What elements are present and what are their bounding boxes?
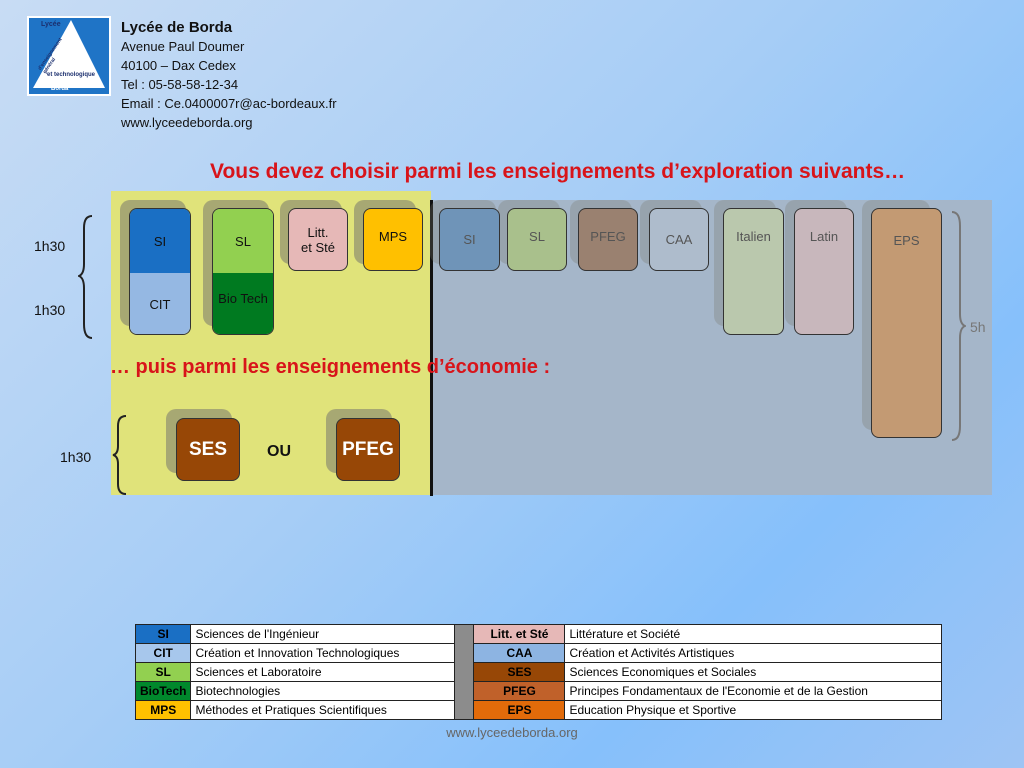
footer-url: www.lyceedeborda.org <box>446 725 578 740</box>
legend-label: Principes Fondamentaux de l'Economie et de la Gestion <box>565 682 942 701</box>
school-info <box>121 18 337 132</box>
option-biotech: Bio Tech <box>213 273 273 335</box>
school-logo <box>27 16 111 96</box>
legend-code: MPS <box>136 701 191 720</box>
other-option-si[interactable]: SI <box>439 208 500 271</box>
option-sl: SL <box>213 209 273 273</box>
bracket-icon <box>78 214 96 344</box>
other-option-pfeg[interactable]: PFEG <box>578 208 638 271</box>
legend-code: PFEG <box>474 682 565 701</box>
option-si: SI <box>130 209 190 273</box>
legend-label: Création et Innovation Technologiques <box>191 644 455 663</box>
other-option-eps[interactable]: EPS <box>871 208 942 438</box>
bracket-right-icon <box>950 210 966 442</box>
legend-label: Biotechnologies <box>191 682 455 701</box>
school-address: Avenue Paul Doumer <box>121 39 245 54</box>
school-tel: Tel : 05-58-58-12-34 <box>121 77 239 92</box>
other-option-caa[interactable]: CAA <box>649 208 709 271</box>
exploration-title: Vous devez choisir parmi les enseignements d’exploration suivants… <box>210 160 906 183</box>
ou-label: OU <box>267 443 291 460</box>
hours-label-eps: 5h <box>970 319 986 335</box>
legend-label: Sciences Economiques et Sociales <box>565 663 942 682</box>
legend-separator <box>455 625 474 720</box>
other-option-italien[interactable]: Italien <box>723 208 784 335</box>
legend-row <box>136 701 942 720</box>
legend-code: SL <box>136 663 191 682</box>
hours-label-economie: 1h30 <box>60 449 92 465</box>
logo-text-3: et technologique <box>47 72 95 78</box>
legend-row <box>136 682 942 701</box>
legend-code: CIT <box>136 644 191 663</box>
option-pfeg[interactable]: PFEG <box>336 418 400 481</box>
legend-row <box>136 625 942 644</box>
legend-code: SI <box>136 625 191 644</box>
other-option-latin[interactable]: Latin <box>794 208 854 335</box>
legend-code: CAA <box>474 644 565 663</box>
legend-label: Sciences de l'Ingénieur <box>191 625 455 644</box>
other-option-sl[interactable]: SL <box>507 208 567 271</box>
logo-text-1: Lycée <box>41 21 61 28</box>
logo-text-4: de <box>55 80 63 86</box>
legend-label: Education Physique et Sportive <box>565 701 942 720</box>
option-mps[interactable]: MPS <box>363 208 423 271</box>
economie-title: … puis parmi les enseignements d’économie : <box>110 356 551 378</box>
option-litt-ste[interactable]: Litt. et Sté <box>288 208 348 271</box>
legend-code: BioTech <box>136 682 191 701</box>
hours-label-cit: 1h30 <box>34 302 66 318</box>
school-email: Email : Ce.0400007r@ac-bordeaux.fr <box>121 96 337 111</box>
legend-label: Méthodes et Pratiques Scientifiques <box>191 701 455 720</box>
legend-table <box>135 624 942 720</box>
option-ses[interactable]: SES <box>176 418 240 481</box>
si-cit-block[interactable] <box>129 208 191 335</box>
sl-biotech-block[interactable] <box>212 208 274 335</box>
school-name: Lycée de Borda <box>121 19 233 36</box>
school-website: www.lyceedeborda.org <box>121 115 253 130</box>
legend-row <box>136 663 942 682</box>
legend-label: Sciences et Laboratoire <box>191 663 455 682</box>
hours-label-si: 1h30 <box>34 238 66 254</box>
legend-code: SES <box>474 663 565 682</box>
legend-row <box>136 644 942 663</box>
logo-text-2: d'enseignement général <box>37 36 64 75</box>
school-city: 40100 – Dax Cedex <box>121 58 236 73</box>
legend-label: Création et Activités Artistiques <box>565 644 942 663</box>
legend-label: Littérature et Société <box>565 625 942 644</box>
legend-code: EPS <box>474 701 565 720</box>
bracket-icon <box>112 414 130 496</box>
option-cit: CIT <box>130 273 190 335</box>
logo-text-5: Borda <box>51 86 69 92</box>
legend-code: Litt. et Sté <box>474 625 565 644</box>
